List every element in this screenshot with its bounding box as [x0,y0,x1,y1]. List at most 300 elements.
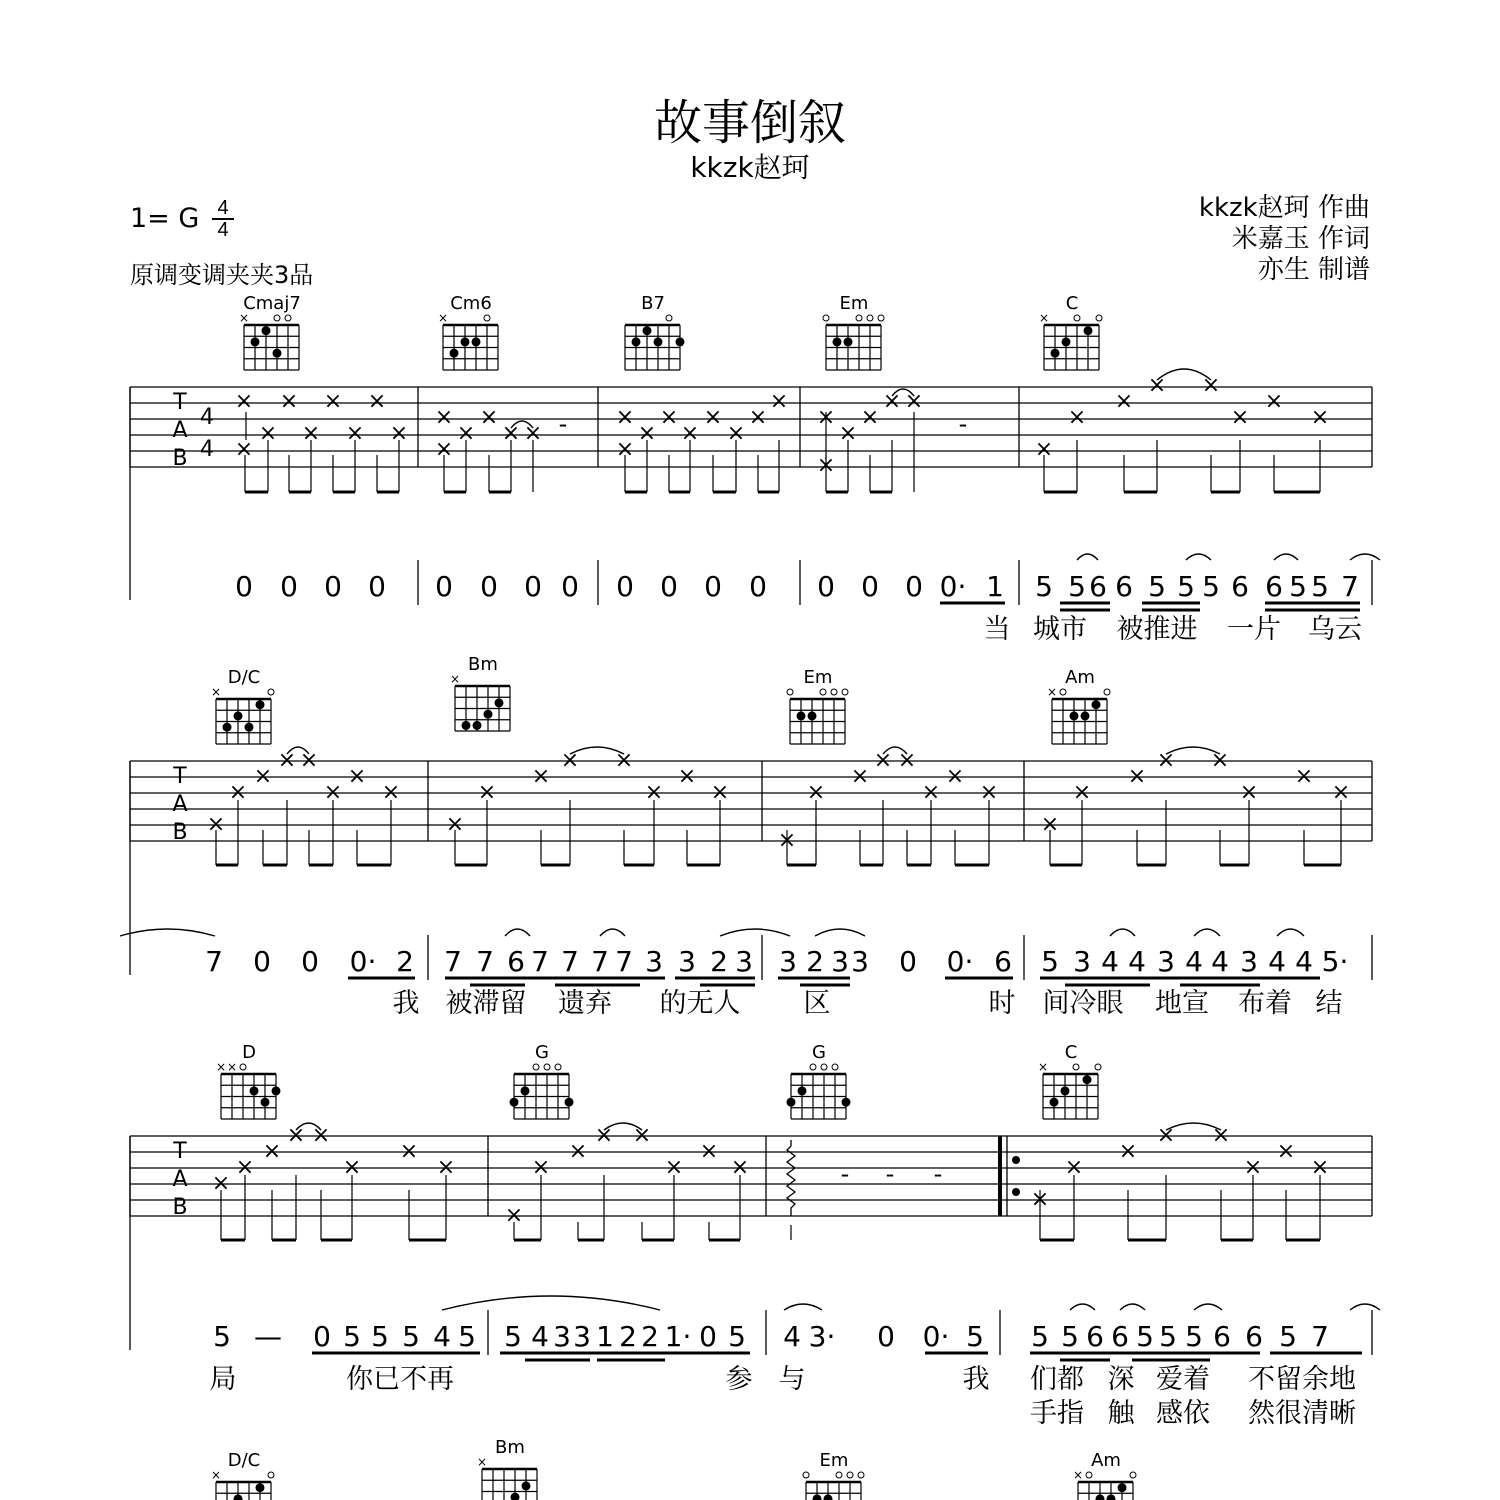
tab-note: × [258,421,278,446]
chord-name: D/C [227,1450,261,1471]
lyric: 们都 [1030,1364,1084,1395]
tie-arc [1274,554,1298,560]
chord-open-mark [274,315,280,321]
chord-open-mark [847,1472,853,1478]
tab-note: × [860,405,880,430]
chord-diagram [438,293,498,370]
tab-note: × [1243,1155,1263,1180]
chord-open-mark [787,689,793,695]
tab-note: × [347,764,367,789]
chord-dot [450,349,459,358]
tab-note: × [279,389,299,414]
tie-arc [1350,554,1380,560]
repeat-dot [1012,1156,1020,1164]
tab-note: × [748,405,768,430]
jianpu-note: 0 [749,570,767,603]
tab-label: A [172,792,188,817]
chord-name: Em [839,293,869,314]
jianpu-note: 0 [313,1320,331,1353]
tab-note: × [1034,437,1054,462]
chord-dot [643,326,652,335]
tab-note: × [615,405,635,430]
staff-time-bottom: 4 [200,437,214,462]
jianpu-note: 0 [368,570,386,603]
jianpu-note: 0 [660,570,678,603]
tab-note: × [1211,1123,1231,1148]
chord-diagram [211,667,274,744]
chord-open-mark [268,1472,274,1478]
lyric: 的无人 [659,988,741,1019]
jianpu-note: 5 [458,1320,476,1353]
tab-note: × [1210,748,1230,773]
chord-name: Am [1065,667,1095,688]
jianpu-note: 3 [831,945,849,978]
chord-dot [245,723,254,732]
tab-note: × [664,1155,684,1180]
tab-label: T [173,390,187,415]
song-artist: kkzk赵珂 [690,151,810,184]
chord-open-mark [1073,1064,1079,1070]
tab-note: × [345,421,365,446]
chord-open-mark [1130,1472,1136,1478]
tab-label: T [173,764,187,789]
jianpu-note: 5 [1185,1320,1203,1353]
jianpu-note: 4 [783,1320,801,1353]
jianpu-note: 4 [1128,945,1146,978]
chord-diagram [211,1450,274,1500]
chord-open-mark [285,315,291,321]
chord-name: B7 [641,293,665,314]
chord-dot [1062,337,1071,346]
chord-diagram [1047,667,1110,744]
tab-note: × [477,780,497,805]
chord-dot [844,337,853,346]
chord-dot [1061,1086,1070,1095]
tie-arc [720,929,790,936]
tab-note: × [1201,373,1221,398]
tab-note: × [1230,405,1250,430]
chord-mute-mark: × [210,1468,222,1482]
chord-diagram [1073,1450,1136,1500]
chord-dot [833,337,842,346]
chord-dot [1083,1075,1092,1084]
jianpu-note: 3 [779,945,797,978]
tab-note: × [501,421,521,446]
jianpu-note: 7 [531,945,549,978]
tab-note: × [1067,405,1087,430]
chord-dot [521,1086,530,1095]
chord-dot [511,1493,520,1500]
tab-note: × [323,389,343,414]
jianpu-note: 0 [616,570,634,603]
jianpu-note: 2 [710,945,728,978]
tab-note: × [659,405,679,430]
jianpu-note: 5 [213,1320,231,1353]
jianpu-note: 6 [1115,570,1133,603]
lyric: 参 [725,1364,753,1395]
chord-dot [1092,700,1101,709]
tab-note: × [677,764,697,789]
chord-dot [1084,326,1093,335]
jianpu-note: 1· [664,1320,692,1353]
jianpu-note: 0· [946,945,974,978]
jianpu-note: 5 [1279,1320,1297,1353]
chord-open-mark [544,1064,550,1070]
tab-note: × [1118,1139,1138,1164]
chord-diagram [787,667,848,744]
jianpu-note: 3 [851,945,869,978]
tab-note: × [235,1155,255,1180]
jianpu-note: 7 [615,945,633,978]
tab-note: × [1127,764,1147,789]
lyric: 深 [1107,1364,1135,1395]
chord-diagram [803,1450,864,1500]
chord-dot [522,1481,531,1490]
credit-transcriber: 亦生 制谱 [1257,255,1370,285]
chord-dot [234,1494,243,1500]
tab-label: B [172,820,188,845]
chord-open-mark [1104,689,1110,695]
lyric: 感依 [1156,1398,1210,1429]
lyric: 不留余地 [1248,1364,1356,1395]
tie-arc [1277,929,1304,936]
chord-dot [250,1086,259,1095]
lyric: 结 [1315,988,1343,1019]
jianpu-note: 7 [1311,1320,1329,1353]
chord-open-mark [831,689,837,695]
jianpu-note: 1 [596,1320,614,1353]
tab-note: × [873,748,893,773]
tab-note: × [777,828,797,853]
tab-note: × [504,1203,524,1228]
tab-note: × [234,389,254,414]
jianpu-note: 7 [591,945,609,978]
tab-note: × [897,748,917,773]
jianpu-note: 6 [1213,1320,1231,1353]
tab-note: × [882,389,902,414]
capo-note: 原调变调夹夹3品 [130,261,314,289]
tab-note: × [299,748,319,773]
jianpu-note: 7 [561,945,579,978]
chord-open-mark [240,1064,246,1070]
jianpu-note: 3 [1240,945,1258,978]
chord-open-mark [858,1472,864,1478]
tab-note: × [367,389,387,414]
tab-note: × [456,421,476,446]
tab-note: × [1040,812,1060,837]
lyric: 当 [983,614,1011,645]
chord-dot [797,711,806,720]
tab-label: B [172,446,188,471]
tab-label: B [172,1195,188,1220]
jianpu-note: 5 [1041,945,1059,978]
chord-dot [654,337,663,346]
jianpu-note: 4 [531,1320,549,1353]
chord-dot [1051,349,1060,358]
jianpu-note: 0 [817,570,835,603]
jianpu-note: 6 [1089,570,1107,603]
tab-note: × [614,748,634,773]
chord-open-mark [820,689,826,695]
lyric: 间冷眼 [1042,988,1124,1019]
jianpu-note: 6 [1231,570,1249,603]
tab-note: × [381,780,401,805]
chord-diagram [625,293,685,370]
tab-note: × [1064,1155,1084,1180]
tab-note: × [1147,373,1167,398]
tab-note: × [262,1139,282,1164]
tab-note: × [904,389,924,414]
tie-arc [1070,1304,1095,1310]
jianpu-note: 3 [1157,945,1175,978]
jianpu-note: 4 [1185,945,1203,978]
tab-note: × [594,1123,614,1148]
time-numerator: 4 [212,198,234,220]
tab-note: × [434,405,454,430]
tie-arc [442,1296,660,1310]
jianpu-note: 5 [966,1320,984,1353]
jianpu-note: 4 [433,1320,451,1353]
tab-note: × [228,780,248,805]
jianpu-note: 0 [877,1320,895,1353]
jianpu-note: 5 [1068,570,1086,603]
jianpu-note: 7 [1341,570,1359,603]
chord-dot [272,1086,281,1095]
jianpu-note: 3 [645,945,663,978]
lyric: 与 [778,1364,806,1395]
tab-note: × [632,1123,652,1148]
lyric: 遗弃 [558,988,612,1019]
chord-dot [473,721,482,730]
jianpu-note: 0· [922,1320,950,1353]
tie-arc [1186,554,1211,560]
tab-note: × [1310,405,1330,430]
jianpu-note: 5 [371,1320,389,1353]
tab-note: × [637,421,657,446]
tie-arc [1194,1304,1222,1310]
jianpu-note: 0 [905,570,923,603]
chord-dot [808,711,817,720]
chord-name: Em [819,1450,849,1471]
chord-dot [842,1098,851,1107]
jianpu-note: 6 [1265,570,1283,603]
jianpu-note: 5 [1311,570,1329,603]
chord-name: G [535,1042,549,1063]
chord-dot [261,1098,270,1107]
tab-note: × [389,421,409,446]
jianpu-note: 0 [524,570,542,603]
tab-note: × [206,812,226,837]
credit-lyricist: 米嘉玉 作词 [1231,224,1370,254]
lyric: 时 [988,988,1016,1019]
jianpu-note: 7 [205,945,223,978]
chord-name: G [812,1042,826,1063]
jianpu-note: 5 [1202,570,1220,603]
lyric: 我 [962,1364,990,1395]
jianpu-note: 0 [280,570,298,603]
tab-note: × [1156,748,1176,773]
tab-note: × [399,1139,419,1164]
tab-note: × [615,437,635,462]
chord-name: D/C [227,667,261,688]
tie-arc [1350,1304,1380,1310]
chord-dot [256,1483,265,1492]
chord-dot [495,698,504,707]
tab-label: T [173,1139,187,1164]
lyric: 我 [392,988,420,1019]
chord-dot [824,1494,833,1500]
jianpu-note: 5 [1136,1320,1154,1353]
chord-dot [273,349,282,358]
chord-mute-mark: × [437,311,449,325]
chord-name: Cmaj7 [243,293,301,314]
chord-diagram [787,1042,851,1119]
chord-open-mark [821,1064,827,1070]
jianpu-note: 0 [235,570,253,603]
rest-mark: - [840,1160,850,1188]
tab-note: × [1276,1139,1296,1164]
chord-dot [798,1086,807,1095]
jianpu-note: 6 [507,945,525,978]
jianpu-note: 0 [899,945,917,978]
credit-composer: kkzk赵珂 作曲 [1198,193,1370,223]
jianpu-note: 0 [480,570,498,603]
jianpu-note: 0· [939,570,967,603]
lyric: 城市 [1033,614,1087,645]
chord-dot [472,337,481,346]
tab-note: × [234,437,254,462]
chord-dot [1050,1098,1059,1107]
lyric: 乌云 [1308,614,1362,645]
jianpu-note: 0 [253,945,271,978]
jianpu-note: 3 [553,1320,571,1353]
jianpu-note: 6 [994,945,1012,978]
jianpu-note: 3 [1073,945,1091,978]
jianpu-note: 5 [1159,1320,1177,1353]
jianpu-note: 0 [699,1320,717,1353]
chord-mute-mark: × [1072,1468,1084,1482]
chord-dot [256,700,265,709]
jianpu-note: 5· [1321,945,1349,978]
chord-mute-mark: × [1046,685,1058,699]
chord-diagram [450,654,510,731]
tie-arc [1194,929,1220,936]
chord-name: C [1064,1042,1078,1063]
tab-note: × [816,453,836,478]
jianpu-note: 6 [1245,1320,1263,1353]
jianpu-note: 4 [1101,945,1119,978]
chord-diagram [477,1437,537,1500]
jianpu-note: 5 [504,1320,522,1353]
tab-note: × [1072,780,1092,805]
lyric: 地宣 [1155,988,1209,1019]
tab-note: × [301,421,321,446]
chord-mute-mark: × [476,1455,488,1469]
chord-open-mark [867,315,873,321]
chord-dot [462,721,471,730]
chord-dot [632,337,641,346]
rest-mark: - [558,410,568,438]
repeat-dot [1012,1188,1020,1196]
song-title: 故事倒叙 [653,95,846,151]
jianpu-note: 2 [641,1320,659,1353]
jianpu-note: 5 [1061,1320,1079,1353]
chord-dot [461,337,470,346]
chord-mute-mark: × [215,1060,227,1074]
tie-arc [784,1304,822,1310]
lyric: 被推进 [1116,614,1198,645]
chord-dot [1107,1494,1116,1500]
jianpu-note: 5 [1035,570,1053,603]
tab-label: A [172,418,188,443]
tab-note: × [311,1123,331,1148]
jianpu-note: 3 [735,945,753,978]
jianpu-note: 0 [324,570,342,603]
chord-open-mark [555,1064,561,1070]
jianpu-note: 7 [476,945,494,978]
tab-note: × [1030,1187,1050,1212]
chord-dot [234,711,243,720]
tab-note: × [531,1155,551,1180]
chord-open-mark [268,689,274,695]
key-signature: 1= G [130,203,200,234]
chord-mute-mark: × [210,685,222,699]
chord-dot [1070,711,1079,720]
tab-note: × [277,748,297,773]
tab-note: × [838,421,858,446]
chord-name: Cm6 [450,293,492,314]
chord-name: Em [803,667,833,688]
jianpu-note: 1 [986,570,1004,603]
tab-note: × [1264,389,1284,414]
tab-note: × [1331,780,1351,805]
chord-dot [787,1098,796,1107]
tab-note: × [1310,1155,1330,1180]
chord-open-mark [836,1472,842,1478]
chord-open-mark [484,315,490,321]
chord-dot [223,723,232,732]
staff-time-top: 4 [200,405,214,430]
chord-mute-mark: × [1037,1060,1049,1074]
tab-note: × [286,1123,306,1148]
chord-mute-mark: × [1038,311,1050,325]
chord-open-mark [533,1064,539,1070]
lyric: 爱着 [1156,1364,1210,1395]
tab-note: × [816,405,836,430]
tie-arc [600,929,625,936]
chord-open-mark [842,689,848,695]
jianpu-note: 3 [573,1320,591,1353]
tab-note: × [703,405,723,430]
tab-note: × [1239,780,1259,805]
chord-dot [484,710,493,719]
jianpu-note: 2 [396,945,414,978]
jianpu-note: — [254,1320,282,1353]
tab-note: × [680,421,700,446]
jianpu-note: 0 [704,570,722,603]
chord-dot [1096,1494,1105,1500]
chord-open-mark [1060,689,1066,695]
tab-note: × [699,1139,719,1164]
chord-open-mark [1074,315,1080,321]
tab-note: × [850,764,870,789]
jianpu-note: 5 [1177,570,1195,603]
chord-diagram [823,293,884,370]
tab-note: × [769,389,789,414]
jianpu-note: 5 [1148,570,1166,603]
lyric: 区 [803,988,831,1019]
chord-diagram [1039,293,1102,370]
